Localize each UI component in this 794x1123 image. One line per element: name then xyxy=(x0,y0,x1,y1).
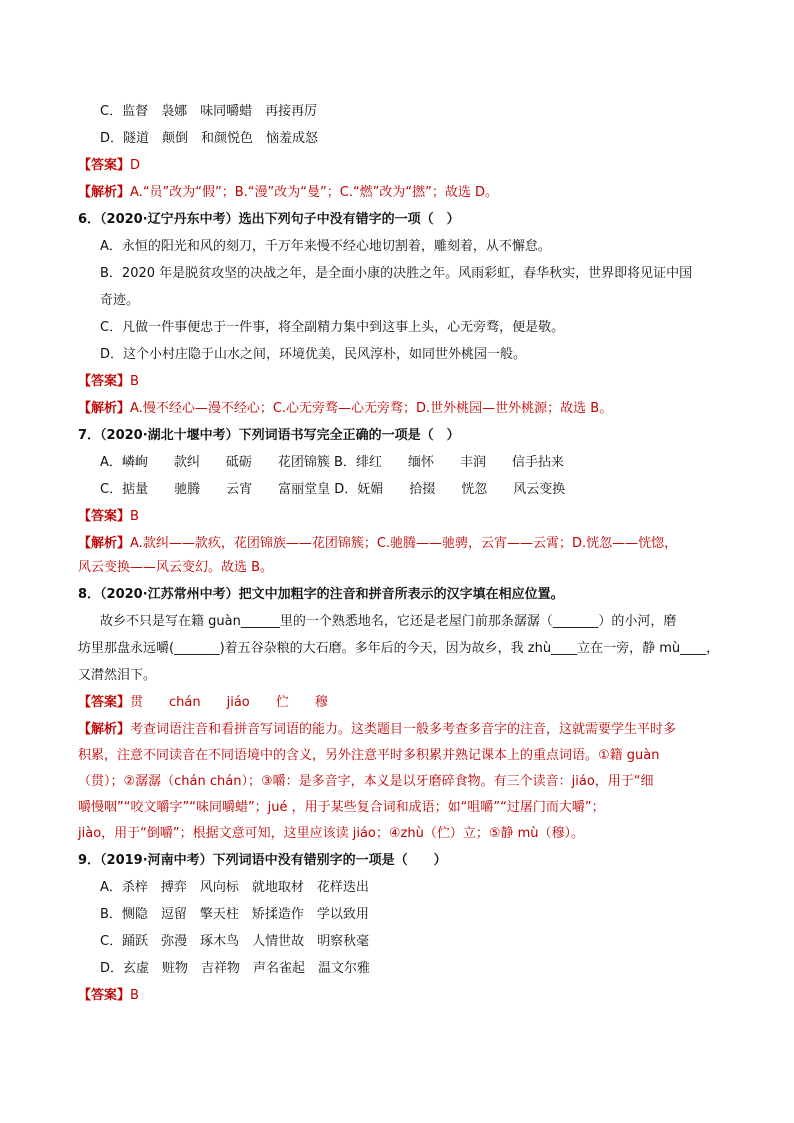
answer-value: 贯 chán jiáo 伫 穆 xyxy=(130,695,328,710)
question-text: 6．（2020·辽宁丹东中考）选出下列句子中没有错字的一项（ ） xyxy=(78,212,460,227)
option-a: A．永恒的阳光和风的刻刀，千万年来慢不经心地切割着，雕刻着，从不懈怠。 xyxy=(100,239,551,254)
explanation-text: A.款纠——款疚，花团锦族——花团锦簇；C.驰腾——驰骋，云宵——云霄；D.恍忽——恍惚， xyxy=(130,536,678,551)
question-6 xyxy=(78,210,460,230)
question-text: 9．（2019·河南中考）下列词语中没有错别字的一项是（ ） xyxy=(78,853,447,868)
option-b: B．恻隐 逗留 擎天柱 矫揉造作 学以致用 xyxy=(100,907,369,922)
answer-line xyxy=(78,693,328,713)
answer-tag: 【答案】 xyxy=(78,158,131,173)
passage-line-2: 坊里那盘永远嚼(_______)着五谷杂粮的大石磨。多年后的今天，因为故乡，我 zhù____立在一旁，静 mù____， xyxy=(78,641,720,656)
answer-value: B xyxy=(130,509,139,524)
option-c: C．凡做一件事便忠于一件事，将全副精力集中到这事上头，心无旁骛，便是敬。 xyxy=(100,320,565,335)
option-a: A．杀梓 搏弈 风向标 就地取材 花样迭出 xyxy=(100,880,369,895)
option-b: B．2020 年是脱贫攻坚的决战之年，是全面小康的决胜之年。风雨彩虹，春华秋实，世界即将见证中国 xyxy=(100,266,693,281)
answer-line xyxy=(78,986,139,1006)
explanation-line xyxy=(78,720,676,740)
explanation-continued: 积累，注意不同读音在不同语境中的含义，另外注意平时多积累并熟记课本上的重点词语。①籍 guàn xyxy=(78,748,660,763)
question-9 xyxy=(78,851,447,871)
explanation-text: 考查词语注音和看拼音写词语的能力。这类题目一般多考查多音字的注音，这就需要学生平时多 xyxy=(130,722,677,737)
option-d: D．这个小村庄隐于山水之间，环境优美，民风淳朴，如同世外桃园一般。 xyxy=(100,347,527,362)
question-text: 7．（2020·湖北十堰中考）下列词语书写完全正确的一项是（ ） xyxy=(78,428,460,443)
answer-value: D xyxy=(130,158,141,173)
options-c-d: C．掂量 驰腾 云宵 富丽堂皇 D．妩媚 拾掇 恍忽 风云变换 xyxy=(100,482,566,497)
explanation-line xyxy=(78,399,612,419)
question-7 xyxy=(78,426,460,446)
option-b-continued: 奇迹。 xyxy=(100,293,140,308)
explanation-text: A.慢不经心—漫不经心；C.心无旁骛—心无旁骛；D.世外桃园—世外桃源；故选 B。 xyxy=(130,401,613,416)
option-d: D．玄虚 赃物 吉祥物 声名雀起 温文尔雅 xyxy=(100,961,371,976)
explanation-continued: 风云变换——风云变幻。故选 B。 xyxy=(78,560,274,575)
answer-tag: 【答案】 xyxy=(78,695,131,710)
explanation-tag: 【解析】 xyxy=(78,185,131,200)
answer-value: B xyxy=(130,374,139,389)
answer-tag: 【答案】 xyxy=(78,988,131,1003)
explanation-continued: 嚼慢咽”“咬文嚼字”“味同嚼蜡”；jué ，用于某些复合词和成语；如“咀嚼”“过屠门而大嚼”； xyxy=(78,800,605,815)
explanation-continued: jiào，用于“倒嚼”；根据文意可知，这里应该读 jiáo；④zhù（伫）立；⑤静 mù（穆）。 xyxy=(78,826,585,841)
answer-tag: 【答案】 xyxy=(78,374,131,389)
explanation-line xyxy=(78,534,677,554)
option-c: C．踊跃 弥漫 琢木鸟 人情世故 明察秋毫 xyxy=(100,934,370,949)
explanation-line xyxy=(78,183,498,203)
explanation-tag: 【解析】 xyxy=(78,401,131,416)
answer-line xyxy=(78,156,140,176)
explanation-continued: （贯）；②潺潺（chán chán）；③嚼：是多音字，本义是以牙磨碎食物。有三个读音：jiáo，用于“细 xyxy=(78,774,654,789)
passage-line-3: 又潸然泪下。 xyxy=(78,668,157,683)
options-a-b: A．嶙峋 款纠 砥砺 花团锦簇 B．绯红 缅怀 丰润 信手拈来 xyxy=(100,455,564,470)
question-text: 8．（2020·江苏常州中考）把文中加粗字的注音和拼音所表示的汉字填在相应位置。 xyxy=(78,587,564,602)
option-d: D．隧道 颠倒 和颜悦色 恼羞成怒 xyxy=(100,131,319,146)
explanation-tag: 【解析】 xyxy=(78,536,131,551)
answer-tag: 【答案】 xyxy=(78,509,131,524)
answer-value: B xyxy=(130,988,139,1003)
answer-line xyxy=(78,507,139,527)
explanation-text: A.“员”改为“假”；B.“漫”改为“曼”；C.“燃”改为“撚”；故选 D。 xyxy=(130,185,499,200)
answer-line xyxy=(78,372,139,392)
question-8 xyxy=(78,585,564,605)
explanation-tag: 【解析】 xyxy=(78,722,131,737)
passage-line-1: 故乡不只是写在籍 guàn______里的一个熟悉地名，它还是老屋门前那条潺潺（_______）的小河，磨 xyxy=(100,614,677,629)
option-c: C．监督 袅娜 味同嚼蜡 再接再厉 xyxy=(100,104,318,119)
